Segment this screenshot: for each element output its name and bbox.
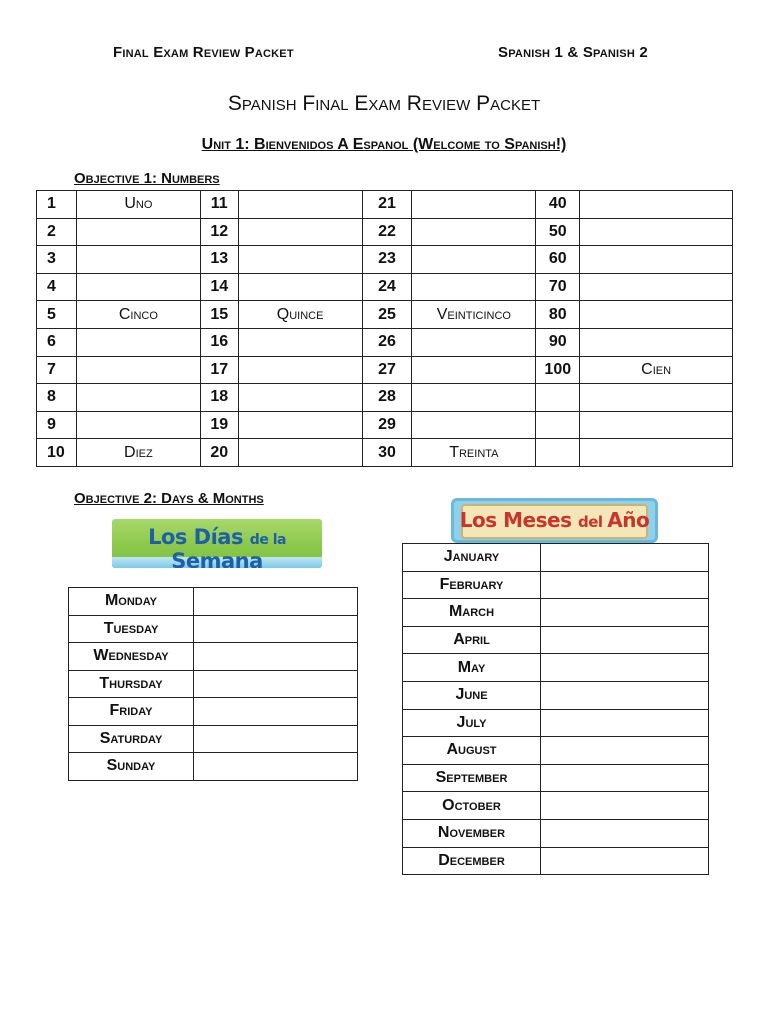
day-label: Wednesday xyxy=(69,643,194,671)
spanish-word-cell[interactable] xyxy=(238,411,362,439)
number-cell: 100 xyxy=(536,356,580,384)
spanish-word-cell[interactable] xyxy=(238,246,362,274)
spanish-word-cell[interactable] xyxy=(238,218,362,246)
number-cell: 30 xyxy=(362,439,412,467)
day-label: Friday xyxy=(69,698,194,726)
month-answer-cell[interactable] xyxy=(541,654,709,682)
number-cell: 15 xyxy=(200,301,238,329)
month-row xyxy=(403,819,709,847)
spanish-word-cell[interactable] xyxy=(238,328,362,356)
spanish-word-cell[interactable] xyxy=(580,218,733,246)
month-label: September xyxy=(403,764,541,792)
number-cell: 17 xyxy=(200,356,238,384)
numbers-row xyxy=(37,273,733,301)
los-meses-banner-image xyxy=(451,498,658,543)
number-cell: 5 xyxy=(37,301,77,329)
numbers-row xyxy=(37,301,733,329)
spanish-word-cell[interactable] xyxy=(76,411,200,439)
number-cell xyxy=(536,384,580,412)
months-table xyxy=(402,543,709,875)
spanish-word-cell[interactable] xyxy=(238,439,362,467)
spanish-word-cell[interactable] xyxy=(412,411,536,439)
number-cell: 12 xyxy=(200,218,238,246)
spanish-word-cell[interactable] xyxy=(412,328,536,356)
month-answer-cell[interactable] xyxy=(541,819,709,847)
number-cell: 10 xyxy=(37,439,77,467)
month-label: January xyxy=(403,544,541,572)
day-row xyxy=(69,725,358,753)
number-cell: 25 xyxy=(362,301,412,329)
month-label: July xyxy=(403,709,541,737)
spanish-word-cell[interactable] xyxy=(238,384,362,412)
number-cell xyxy=(536,411,580,439)
month-answer-cell[interactable] xyxy=(541,544,709,572)
day-answer-cell[interactable] xyxy=(194,753,358,781)
day-answer-cell[interactable] xyxy=(194,698,358,726)
spanish-word-cell[interactable]: Cinco xyxy=(76,301,200,329)
numbers-row xyxy=(37,218,733,246)
number-cell: 27 xyxy=(362,356,412,384)
number-cell: 50 xyxy=(536,218,580,246)
number-cell: 8 xyxy=(37,384,77,412)
number-cell: 70 xyxy=(536,273,580,301)
spanish-word-cell[interactable] xyxy=(580,273,733,301)
number-cell xyxy=(536,439,580,467)
month-answer-cell[interactable] xyxy=(541,681,709,709)
number-cell: 22 xyxy=(362,218,412,246)
number-cell: 13 xyxy=(200,246,238,274)
month-row xyxy=(403,847,709,875)
month-row xyxy=(403,544,709,572)
spanish-word-cell[interactable] xyxy=(76,218,200,246)
day-label: Tuesday xyxy=(69,615,194,643)
number-cell: 3 xyxy=(37,246,77,274)
month-label: August xyxy=(403,737,541,765)
month-row xyxy=(403,709,709,737)
page-title: Spanish Final Exam Review Packet xyxy=(227,92,541,115)
number-cell: 7 xyxy=(37,356,77,384)
number-cell: 1 xyxy=(37,191,77,219)
month-row xyxy=(403,737,709,765)
number-cell: 60 xyxy=(536,246,580,274)
number-cell: 11 xyxy=(200,191,238,219)
numbers-row xyxy=(37,191,733,219)
month-answer-cell[interactable] xyxy=(541,792,709,820)
numbers-table xyxy=(36,190,733,467)
month-answer-cell[interactable] xyxy=(541,599,709,627)
days-table xyxy=(68,587,358,781)
day-label: Thursday xyxy=(69,670,194,698)
banner-meses-part1: Los Meses xyxy=(459,508,578,532)
number-cell: 26 xyxy=(362,328,412,356)
day-label: Monday xyxy=(69,588,194,616)
month-label: November xyxy=(403,819,541,847)
day-answer-cell[interactable] xyxy=(194,670,358,698)
spanish-word-cell[interactable] xyxy=(412,356,536,384)
day-row xyxy=(69,643,358,671)
banner-dias-part1: Los Días xyxy=(148,525,250,549)
spanish-word-cell[interactable] xyxy=(412,273,536,301)
banner-meses-text xyxy=(451,508,658,532)
day-label: Sunday xyxy=(69,753,194,781)
spanish-word-cell[interactable] xyxy=(76,246,200,274)
number-cell: 6 xyxy=(37,328,77,356)
spanish-word-cell[interactable] xyxy=(580,246,733,274)
number-cell: 29 xyxy=(362,411,412,439)
day-answer-cell[interactable] xyxy=(194,725,358,753)
number-cell: 14 xyxy=(200,273,238,301)
month-row xyxy=(403,571,709,599)
spanish-word-cell[interactable] xyxy=(580,439,733,467)
spanish-word-cell[interactable] xyxy=(412,384,536,412)
number-cell: 20 xyxy=(200,439,238,467)
numbers-row xyxy=(37,411,733,439)
month-answer-cell[interactable] xyxy=(541,571,709,599)
day-row xyxy=(69,753,358,781)
spanish-word-cell[interactable]: Veinticinco xyxy=(412,301,536,329)
month-answer-cell[interactable] xyxy=(541,626,709,654)
day-answer-cell[interactable] xyxy=(194,643,358,671)
number-cell: 9 xyxy=(37,411,77,439)
spanish-word-cell[interactable] xyxy=(238,356,362,384)
number-cell: 21 xyxy=(362,191,412,219)
month-label: March xyxy=(403,599,541,627)
day-row xyxy=(69,615,358,643)
number-cell: 24 xyxy=(362,273,412,301)
spanish-word-cell[interactable] xyxy=(412,218,536,246)
day-answer-cell[interactable] xyxy=(194,615,358,643)
month-row xyxy=(403,764,709,792)
month-answer-cell[interactable] xyxy=(541,737,709,765)
spanish-word-cell[interactable] xyxy=(412,246,536,274)
spanish-word-cell[interactable] xyxy=(76,328,200,356)
number-cell: 18 xyxy=(200,384,238,412)
numbers-row xyxy=(37,439,733,467)
numbers-row xyxy=(37,246,733,274)
spanish-word-cell[interactable]: Cien xyxy=(580,356,733,384)
objective-days-months-heading: Objective 2: Days & Months xyxy=(74,490,264,507)
banner-meses-part2: del xyxy=(577,513,608,531)
numbers-row xyxy=(37,356,733,384)
day-row xyxy=(69,588,358,616)
spanish-word-cell[interactable]: Uno xyxy=(76,191,200,219)
month-answer-cell[interactable] xyxy=(541,709,709,737)
day-row xyxy=(69,670,358,698)
month-label: June xyxy=(403,681,541,709)
spanish-word-cell[interactable] xyxy=(412,191,536,219)
day-answer-cell[interactable] xyxy=(194,588,358,616)
number-cell: 16 xyxy=(200,328,238,356)
spanish-word-cell[interactable] xyxy=(76,273,200,301)
banner-dias-part3: Semana xyxy=(171,549,263,568)
number-cell: 28 xyxy=(362,384,412,412)
day-row xyxy=(69,698,358,726)
banner-meses-part3: Año xyxy=(607,508,650,532)
month-label: May xyxy=(403,654,541,682)
spanish-word-cell[interactable] xyxy=(580,301,733,329)
numbers-row xyxy=(37,384,733,412)
number-cell: 19 xyxy=(200,411,238,439)
month-label: December xyxy=(403,847,541,875)
spanish-word-cell[interactable] xyxy=(76,384,200,412)
los-dias-banner-image xyxy=(112,519,322,568)
banner-dias-part2: de la xyxy=(249,532,286,548)
spanish-word-cell[interactable] xyxy=(580,328,733,356)
spanish-word-cell[interactable] xyxy=(580,411,733,439)
month-label: February xyxy=(403,571,541,599)
month-label: October xyxy=(403,792,541,820)
spanish-word-cell[interactable]: Treinta xyxy=(412,439,536,467)
month-answer-cell[interactable] xyxy=(541,764,709,792)
objective-numbers-heading: Objective 1: Numbers xyxy=(74,170,220,187)
numbers-row xyxy=(37,328,733,356)
month-label: April xyxy=(403,626,541,654)
spanish-word-cell[interactable] xyxy=(580,384,733,412)
spanish-word-cell[interactable] xyxy=(76,356,200,384)
spanish-word-cell[interactable] xyxy=(238,273,362,301)
number-cell: 90 xyxy=(536,328,580,356)
month-row xyxy=(403,599,709,627)
header-right: Spanish 1 & Spanish 2 xyxy=(498,44,648,61)
spanish-word-cell[interactable] xyxy=(580,191,733,219)
number-cell: 4 xyxy=(37,273,77,301)
spanish-word-cell[interactable]: Diez xyxy=(76,439,200,467)
month-row xyxy=(403,654,709,682)
number-cell: 40 xyxy=(536,191,580,219)
number-cell: 2 xyxy=(37,218,77,246)
number-cell: 80 xyxy=(536,301,580,329)
month-row xyxy=(403,626,709,654)
month-row xyxy=(403,681,709,709)
month-row xyxy=(403,792,709,820)
spanish-word-cell[interactable] xyxy=(238,191,362,219)
month-answer-cell[interactable] xyxy=(541,847,709,875)
header-left: Final Exam Review Packet xyxy=(113,44,294,61)
number-cell: 23 xyxy=(362,246,412,274)
unit-heading: Unit 1: Bienvenidos A Espanol (Welcome to Spanish!) xyxy=(201,136,567,153)
day-label: Saturday xyxy=(69,725,194,753)
spanish-word-cell[interactable]: Quince xyxy=(238,301,362,329)
banner-dias-text xyxy=(112,525,322,568)
